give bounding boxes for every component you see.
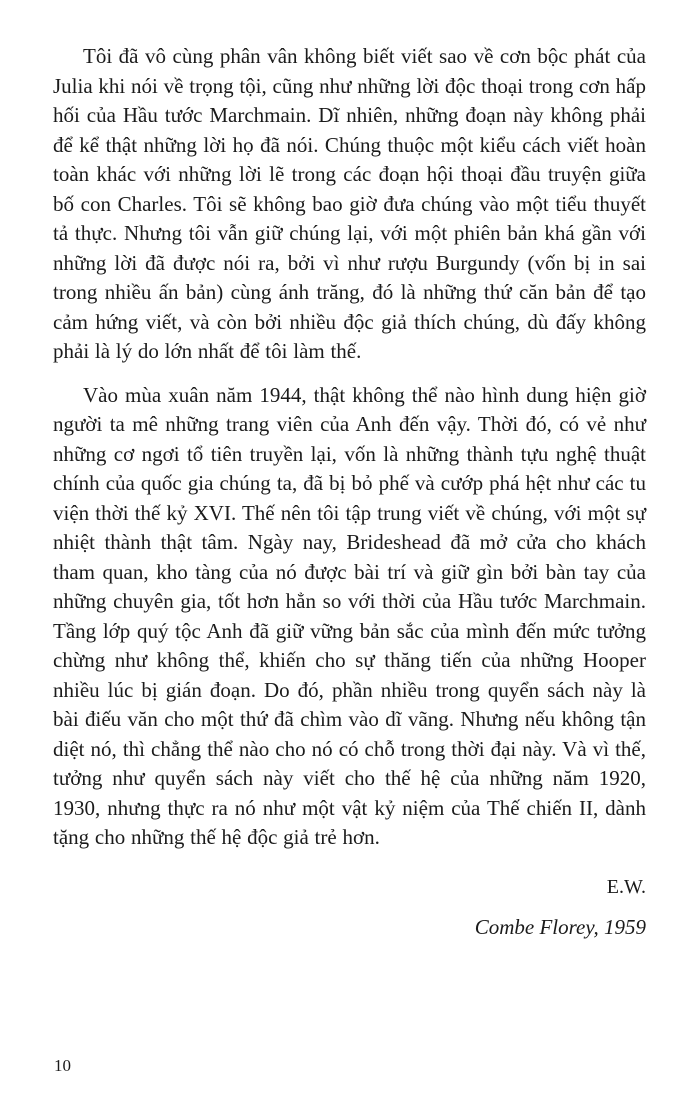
author-initials: E.W. [606, 875, 646, 898]
signature-place-date: Combe Florey, 1959 [474, 914, 646, 939]
signature-block [53, 867, 646, 947]
paragraph-1: Tôi đã vô cùng phân vân không biết viết sao về cơn bộc phát của Julia khi nói về trọng tội, cũng như những lời độc thoại trong cơn hấp hối của Hầu tước Marchmain. Dĩ nhiên, những đoạn này không phải để kể thật những lời họ đã nói. Chúng thuộc một kiểu cách viết hoàn toàn khác với những lời lẽ trong các đoạn hội thoại đầu truyện giữa bố con Charles. Tôi sẽ không bao giờ đưa chúng vào một tiểu thuyết tả thực. Nhưng tôi vẫn giữ chúng lại, với một phiên bản khá gần với những lời đã được nói ra, bởi vì như rượu Burgundy (vốn bị in sai trong nhiều ấn bản) cùng ánh trăng, đó là những thứ căn bản để tạo cảm hứng viết, và còn bởi nhiều độc giả thích chúng, dù đấy không phải là lý do lớn nhất để tôi làm thế. [53, 44, 646, 363]
paragraph-2: Vào mùa xuân năm 1944, thật không thể nào hình dung hiện giờ người ta mê những trang viên của Anh đến vậy. Thời đó, có vẻ như những cơ ngơi tổ tiên truyền lại, vốn là những thành tựu nghệ thuật chính của quốc gia chúng ta, đã bị bỏ phế và cướp phá hệt như các tu viện thời thế kỷ XVI. Thế nên tôi tập trung viết về chúng, với một sự nhiệt thành thật tâm. Ngày nay, Brideshead đã mở cửa cho khách tham quan, kho tàng của nó được bài trí và giữ gìn bởi bàn tay của những chuyên gia, tốt hơn hẳn so với thời của Hầu tước Marchmain. Tầng lớp quý tộc Anh đã giữ vững bản sắc của mình đến mức tưởng chừng như không thể, khiến cho sự thăng tiến của những Hooper nhiều lúc bị gián đoạn. Do đó, phần nhiều trong quyển sách này là bài điếu văn cho một thứ đã chìm vào dĩ vãng. Nhưng nếu không tận diệt nó, thì chẳng thể nào cho nó có chỗ trong thời đại này. Và vì thế, tưởng như quyển sách này viết cho thế hệ của những năm 1920, 1930, nhưng thực ra nó như một vật kỷ niệm của Thế chiến II, dành tặng cho những thế hệ độc giả trẻ hơn. [53, 382, 646, 849]
page-number: 10 [54, 1056, 71, 1075]
